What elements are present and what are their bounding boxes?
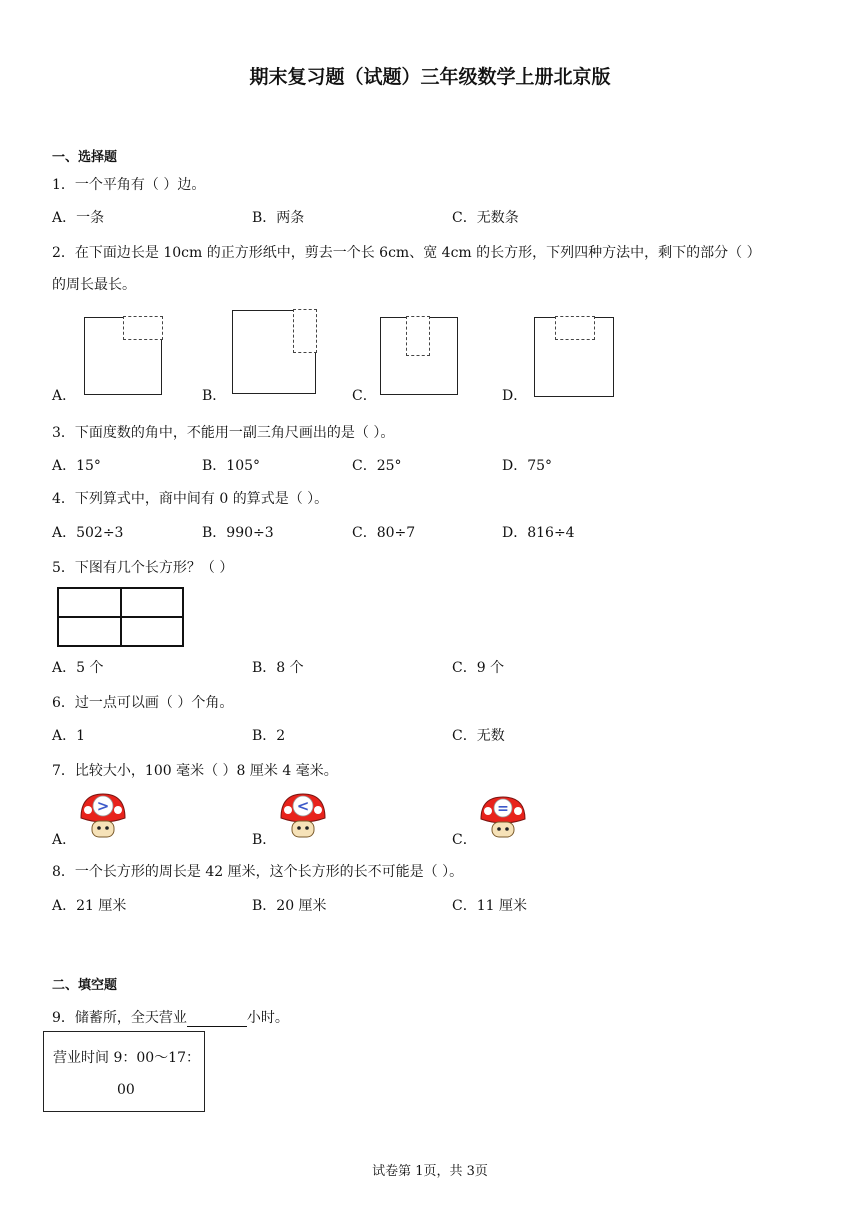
question-6-option-a: A．1 (52, 728, 86, 744)
business-hours-line2: 00 (117, 1082, 135, 1098)
answer-blank[interactable] (187, 1012, 247, 1027)
question-9-stem-after: 小时。 (246, 1010, 289, 1026)
question-2-option-d: D． (502, 388, 528, 404)
square-figure-b (232, 310, 316, 394)
question-7-option-b: B． (252, 832, 277, 848)
question-8-option-a: A．21 厘米 (52, 898, 127, 914)
cut-rectangle-a (123, 316, 163, 340)
business-hours-box (43, 1031, 205, 1112)
question-7-stem: 7．比较大小，100 毫米（ ）8 厘米 4 毫米。 (52, 763, 338, 779)
question-6-option-b: B．2 (252, 728, 286, 744)
question-4-option-a: A．502÷3 (52, 525, 124, 541)
question-8-option-c: C．11 厘米 (452, 898, 527, 914)
business-hours-line1: 营业时间 9：00～17： (53, 1050, 200, 1066)
question-5-option-a: A．5 个 (52, 660, 104, 676)
question-2-option-c: C． (352, 388, 377, 404)
greater-than-symbol: > (96, 797, 110, 815)
question-1-option-b: B．两条 (252, 210, 305, 226)
question-2-option-b: B． (202, 388, 227, 404)
question-5-option-b: B．8 个 (252, 660, 304, 676)
square-figure-a (84, 317, 162, 395)
question-2-stem-line2: 的周长最长。 (52, 277, 136, 293)
question-3-option-b: B．105° (202, 458, 261, 474)
question-9-stem-before: 9．储蓄所，全天营业 (52, 1010, 187, 1026)
question-4-option-d: D．816÷4 (502, 525, 575, 541)
question-3-option-c: C．25° (352, 458, 402, 474)
question-3-stem: 3．下面度数的角中，不能用一副三角尺画出的是（ ）。 (52, 425, 395, 441)
question-5-stem: 5．下图有几个长方形？（ ） (52, 560, 234, 576)
question-7-option-a: A． (52, 832, 77, 848)
question-6-option-c: C．无数 (452, 728, 505, 744)
grid-horizontal-line (59, 616, 182, 618)
question-5-option-c: C．9 个 (452, 660, 505, 676)
mushroom-equal-icon (478, 795, 528, 840)
square-figure-c (380, 317, 458, 395)
section-heading-fill: 二、填空题 (52, 978, 118, 993)
question-1-option-a: A．一条 (52, 210, 105, 226)
question-1-stem: 1．一个平角有（ ）边。 (52, 177, 206, 193)
question-4-option-b: B．990÷3 (202, 525, 274, 541)
equal-symbol: = (497, 801, 509, 817)
question-2-stem-line1: 2．在下面边长是 10cm 的正方形纸中，剪去一个长 6cm、宽 4cm 的长方形，下列四种方法中，剩下的部分（ ） (52, 245, 761, 261)
question-3-option-a: A．15° (52, 458, 101, 474)
question-4-stem: 4．下列算式中，商中间有 0 的算式是（ ）。 (52, 491, 329, 507)
mushroom-less-icon (278, 792, 328, 840)
question-6-stem: 6．过一点可以画（ ）个角。 (52, 695, 234, 711)
cut-rectangle-b (293, 309, 317, 353)
question-2-option-a: A． (52, 388, 77, 404)
rectangle-grid-figure (57, 587, 184, 647)
less-than-symbol: < (296, 797, 310, 815)
question-8-stem: 8．一个长方形的周长是 42 厘米，这个长方形的长不可能是（ ）。 (52, 864, 464, 880)
section-heading-choice: 一、选择题 (52, 150, 118, 165)
question-1-option-c: C．无数条 (452, 210, 519, 226)
question-8-option-b: B．20 厘米 (252, 898, 327, 914)
square-figure-d (534, 317, 614, 397)
question-3-option-d: D．75° (502, 458, 553, 474)
page-title: 期末复习题（试题）三年级数学上册北京版 (249, 66, 611, 88)
cut-rectangle-c (406, 316, 430, 356)
cut-rectangle-d (555, 316, 595, 340)
question-9-stem (52, 1007, 289, 1027)
mushroom-greater-icon (78, 792, 128, 840)
page-footer: 试卷第 1页，共 3页 (372, 1164, 488, 1179)
question-7-option-c: C． (452, 832, 477, 848)
question-4-option-c: C．80÷7 (352, 525, 416, 541)
